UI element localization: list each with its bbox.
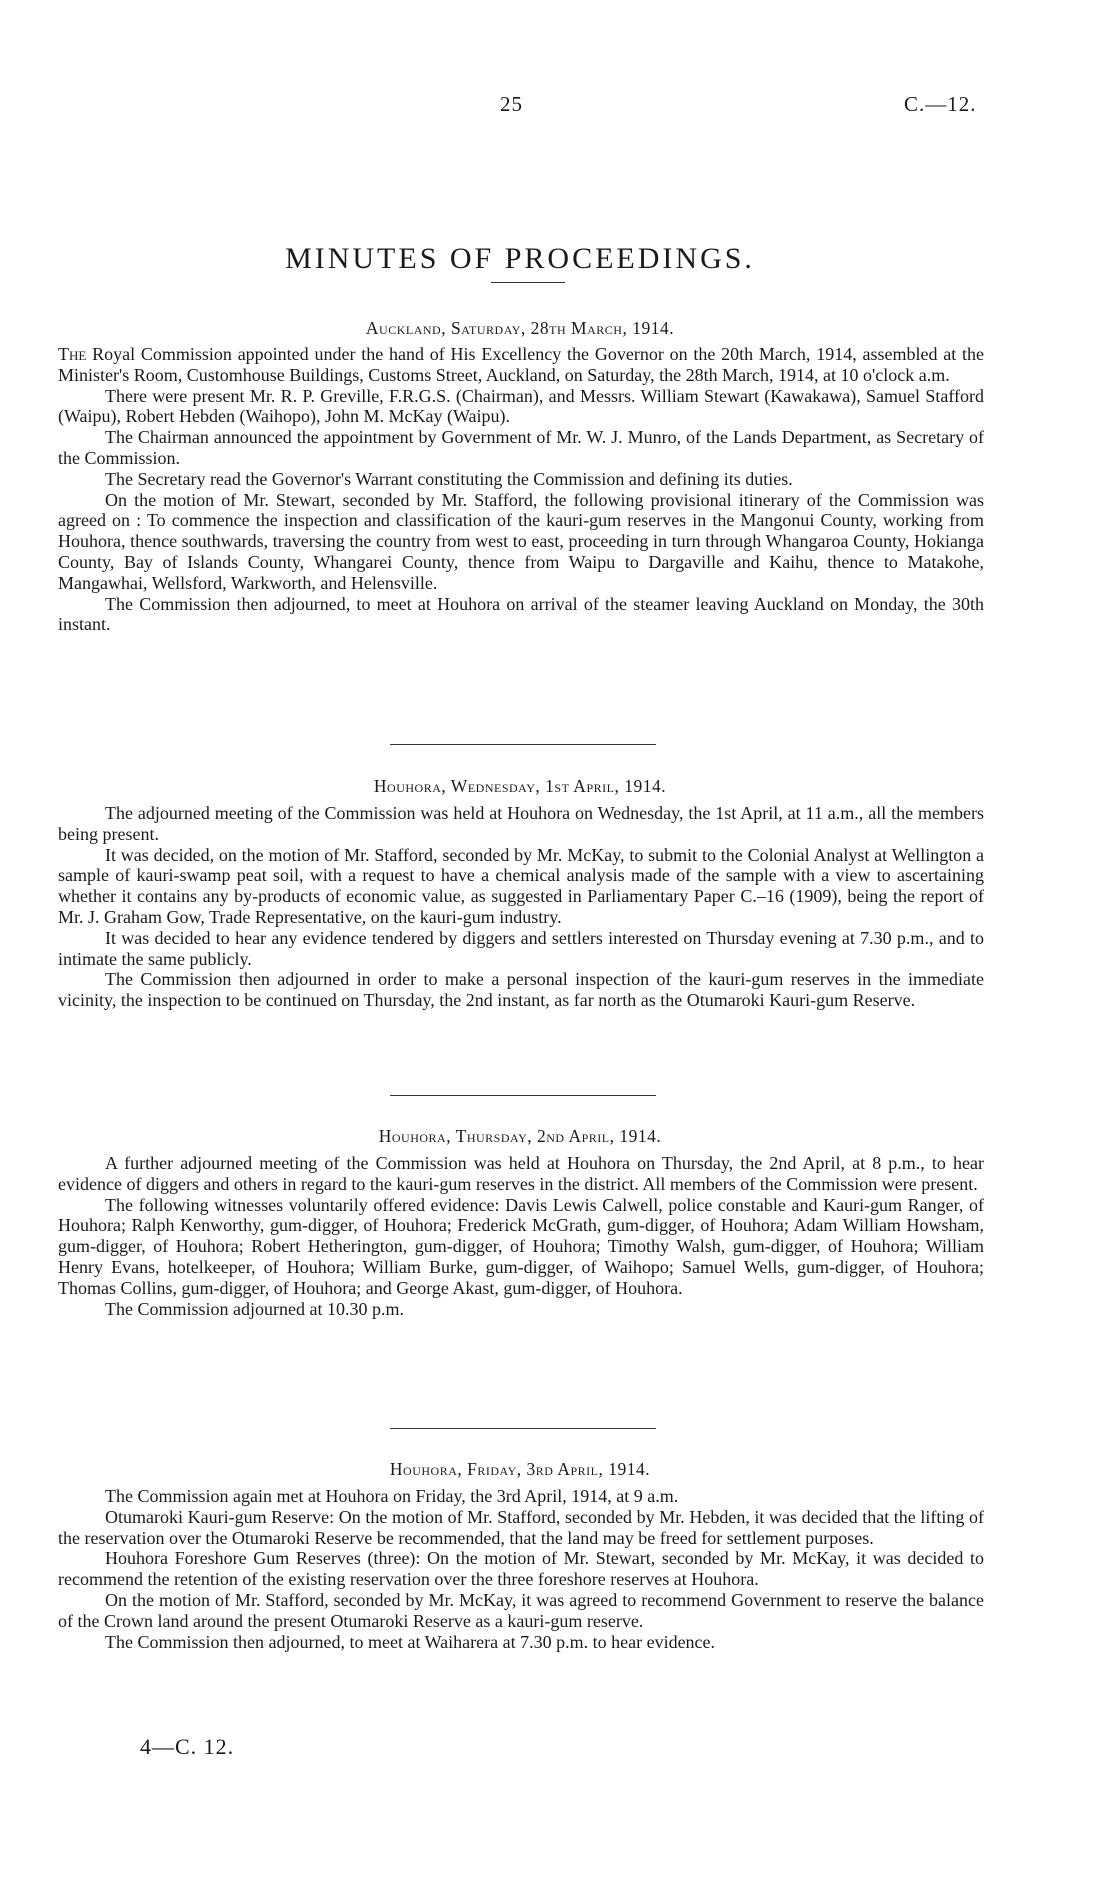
title-divider <box>491 282 565 283</box>
paragraph: The following witnesses voluntarily offered evidence: Davis Lewis Calwell, police constable and Kauri-gum Ranger, of Houhora; Ralph Kenworthy, gum-digger, of Houhora; Frederick McGrath, gum-digger, of Houhora; Adam William Howsham, gum-digger, of Houhora; Robert Hetherington, gum-digger, of Houhora; Timothy Walsh, gum-digger, of Houhora; William Henry Evans, hotelkeeper, of Houhora; William Burke, gum-digger, of Waihopo; Samuel Wells, gum-digger, of Houhora; Thomas Collins, gum-digger, of Houhora; and George Akast, gum-digger, of Houhora. <box>58 1194 984 1298</box>
paragraph: The Commission then adjourned, to meet at Houhora on arrival of the steamer leaving Auckland on Monday, the 30th instant. <box>58 593 984 635</box>
paragraph: There were present Mr. R. P. Greville, F.R.G.S. (Chairman), and Messrs. William Stewart (Kawakawa), Samuel Stafford (Waipu), Robert Hebden (Waihopo), John M. McKay (Waipu). <box>58 385 984 427</box>
document-reference: C.—12. <box>904 92 977 116</box>
paragraph: It was decided, on the motion of Mr. Stafford, seconded by Mr. McKay, to submit to the Colonial Analyst at Wellington a sample of kauri-swamp peat soil, with a request to have a chemical analysis made of the sample with a view to ascertaining whether it contains any by-products of economic value, as suggested in Parliamentary Paper C.–16 (1909), being the report of Mr. J. Graham Gow, Trade Representative, on the kauri-gum industry. <box>58 844 984 927</box>
section-body-auckland-28-march <box>58 344 984 635</box>
paragraph: The Chairman announced the appointment by Government of Mr. W. J. Munro, of the Lands Department, as Secretary of the Commission. <box>58 427 984 468</box>
section-heading-houhora-1-april: Houhora, Wednesday, 1st April, 1914. <box>373 776 667 796</box>
paragraph: The Commission then adjourned in order to make a personal inspection of the kauri-gum reserves in the immediate vicinity, the inspection to be continued on Thursday, the 2nd instant, as far north as the Otumaroki Kauri-gum Reserve. <box>58 969 984 1011</box>
paragraph: On the motion of Mr. Stafford, seconded by Mr. McKay, it was agreed to recommend Government to reserve the balance of the Crown land around the present Otumaroki Reserve as a kauri-gum reserve. <box>58 1589 984 1631</box>
section-heading-houhora-3-april: Houhora, Friday, 3rd April, 1914. <box>389 1459 651 1479</box>
section-body-houhora-2-april <box>58 1153 984 1319</box>
paragraph: A further adjourned meeting of the Commission was held at Houhora on Thursday, the 2nd April, at 8 p.m., to hear evidence of diggers and others in regard to the kauri-gum reserves in the district. All members of the Commission were present. <box>58 1153 984 1194</box>
paragraph: The Commission again met at Houhora on Friday, the 3rd April, 1914, at 9 a.m. <box>105 1486 679 1506</box>
paragraph: It was decided to hear any evidence tendered by diggers and settlers interested on Thursday evening at 7.30 p.m., and to intimate the same publicly. <box>58 927 984 969</box>
page-number: 25 <box>500 92 523 116</box>
section-divider <box>390 744 656 745</box>
paragraph: The Secretary read the Governor's Warrant constituting the Commission and defining its duties. <box>105 468 793 489</box>
section-body-houhora-3-april <box>58 1486 984 1652</box>
lead-word: The <box>58 344 87 364</box>
paragraph: The Royal Commission appointed under the hand of His Excellency the Governor on the 20th March, 1914, assembled at the Minister's Room, Customhouse Buildings, Customs Street, Auckland, on Saturday, the 28th March, 1914, at 10 o'clock a.m. <box>58 344 984 385</box>
signature-mark: 4—C. 12. <box>140 1734 235 1759</box>
paragraph: Otumaroki Kauri-gum Reserve: On the motion of Mr. Stafford, seconded by Mr. Hebden, it was decided that the lifting of the reservation over the Otumaroki Reserve be recommended, that the land may be freed for settlement purposes. <box>58 1506 984 1548</box>
paragraph: The Commission then adjourned, to meet at Waiharera at 7.30 p.m. to hear evidence. <box>105 1631 716 1652</box>
page-title: MINUTES OF PROCEEDINGS. <box>285 242 755 276</box>
section-body-houhora-1-april <box>58 803 984 1011</box>
section-heading-auckland-28-march: Auckland, Saturday, 28th March, 1914. <box>365 318 675 338</box>
paragraph: Houhora Foreshore Gum Reserves (three): On the motion of Mr. Stewart, seconded by Mr. McKay, it was decided to recommend the retention of the existing reservation over the three foreshore reserves at Houhora. <box>58 1548 984 1590</box>
paragraph: The adjourned meeting of the Commission was held at Houhora on Wednesday, the 1st April, at 11 a.m., all the members being present. <box>58 803 984 844</box>
paragraph: The Commission adjourned at 10.30 p.m. <box>105 1298 404 1319</box>
section-divider <box>390 1095 656 1096</box>
paragraph: On the motion of Mr. Stewart, seconded by Mr. Stafford, the following provisional itinerary of the Commission was agreed on : To commence the inspection and classification of the kauri-gum reserves in the Mangonui County, working from Houhora, thence southwards, traversing the country from west to east, proceeding in turn through Whangaroa County, Hokianga County, Bay of Islands County, Whangarei County, thence from Waipu to Dargaville and Kaihu, thence to Matakohe, Mangawhai, Wellsford, Warkworth, and Helensville. <box>58 489 984 593</box>
section-heading-houhora-2-april: Houhora, Thursday, 2nd April, 1914. <box>378 1126 662 1146</box>
section-divider <box>390 1428 656 1429</box>
